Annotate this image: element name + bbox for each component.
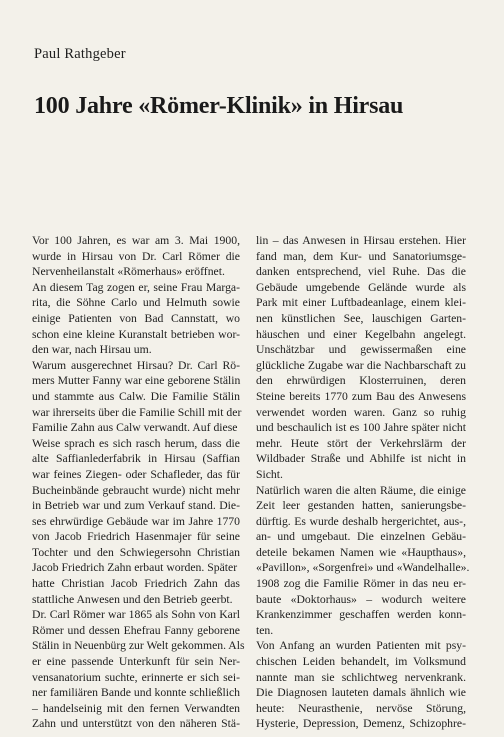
text-line: war feines Ziegen- oder Schafleder, das für <box>32 467 240 481</box>
text-line: Jacob Friedrich Zahn erbaut worden. Später <box>32 561 238 575</box>
text-line: wurde in Hirsau von Dr. Carl Römer die <box>32 249 240 263</box>
text-line: von Jacob Friedrich Hasenmajer für seine <box>32 530 240 544</box>
text-line: den ehrwürdigen Klosterruinen, deren <box>256 374 466 388</box>
text-line: Weise sprach es sich rasch herum, dass die <box>32 436 240 450</box>
text-line: Von Anfang an wurden Patienten mit psy- <box>256 639 466 653</box>
text-line: alte Saffianlederfabrik in Hirsau (Saffian <box>32 452 240 466</box>
text-line: nen künstlichen See, lauschigen Garten- <box>256 311 466 325</box>
text-line: 1908 zog die Familie Römer in das neu er- <box>256 577 466 591</box>
text-line: Gebäude umgebende Gelände wurde als <box>256 280 466 294</box>
author-name: Paul Rathgeber <box>34 46 126 62</box>
text-line: Vor 100 Jahren, es war am 3. Mai 1900, <box>32 234 240 247</box>
text-line: Bucheinbände gebraucht wurde) nicht mehr <box>32 483 240 497</box>
text-line: deteile bekamen Namen wie «Haupthaus», <box>256 545 466 559</box>
article-title: 100 Jahre «Römer-Klinik» in Hirsau <box>34 93 404 119</box>
text-line: nannte man sie schlichtweg nervenkrank. <box>256 670 466 684</box>
text-line: dürftig. Es wurde deshalb hergerichtet, aus-, <box>256 514 466 528</box>
text-line: an- und umgebaut. Die einzelnen Gebäu- <box>256 530 466 544</box>
text-line: «Pavillon», «Sorgenfrei» und «Wandelhalle». <box>256 561 470 575</box>
text-column-right <box>256 233 470 732</box>
text-line: Park mit einer Luftbadeanlage, einem klei- <box>256 296 466 310</box>
text-line: Dr. Carl Römer war 1865 als Sohn von Karl <box>32 608 240 622</box>
text-line: Stälin in Neuenbürg zur Welt gekommen. Als <box>32 639 245 653</box>
text-line: vensanatorium suchte, erinnerte er sich sei- <box>32 670 240 684</box>
text-line: Warum ausgerechnet Hirsau? Dr. Carl Rö- <box>32 358 240 372</box>
text-line: Unschätzbar und gewissermaßen eine <box>256 343 466 357</box>
text-line: er eine passende Unterkunft für sein Ner- <box>32 655 240 669</box>
text-line: Zeit leer gestanden hatten, sanierungsbe- <box>256 499 466 513</box>
text-line: mers Mutter Fanny war eine geborene Stälin <box>32 374 241 388</box>
text-line: hatte Christian Jacob Friedrich Zahn das <box>32 577 240 591</box>
text-line: ses ehrwürdige Gebäude war im Jahre 1770 <box>32 514 240 528</box>
text-line: verwendet worden waren. Ganz so ruhig <box>256 405 466 419</box>
text-line: lin – das Anwesen in Hirsau erstehen. Hier <box>256 234 466 247</box>
text-line: Die Diagnosen lauteten damals ähnlich wie <box>256 686 466 700</box>
text-line: häuschen und einer Kegelbahn angelegt. <box>256 327 466 341</box>
text-line: schon eine kleine Kuranstalt betrieben wor- <box>32 327 240 341</box>
text-line: Hysterie, Depression, Demenz, Schizophre- <box>256 717 466 731</box>
text-line: chischen Leiden behandelt, im Volksmund <box>256 655 466 669</box>
text-line: und beschaulich ist es 100 Jahre später nicht <box>256 421 466 435</box>
text-line: Natürlich waren die alten Räume, die einige <box>256 483 466 497</box>
text-line: An diesem Tag zogen er, seine Frau Marga- <box>32 280 240 294</box>
text-line: Krankenzimmer geschaffen werden konn- <box>256 608 466 622</box>
text-line: glückliche Zugabe war die Nachbarschaft zu <box>256 358 466 372</box>
text-line: mehr. Heute stört der Verkehrslärm der <box>256 436 466 450</box>
text-line: und stammte aus Calw. Die Familie Stälin <box>32 389 240 403</box>
text-line: – handelseinig mit den fernen Verwandten <box>32 701 240 715</box>
text-line: fand man, dem Kur- und Sanatoriumsge- <box>256 249 466 263</box>
text-line: ner familiären Bande und konnte schließlich <box>32 686 240 700</box>
text-line: Nervenheilanstalt «Römerhaus» eröffnet. <box>32 265 225 279</box>
text-line: in Betrieb war und zum Verkauf stand. Die- <box>32 499 240 513</box>
text-line: Zahn und unterstützt von den näheren Stä- <box>32 717 240 731</box>
text-line: Römer und dessen Ehefrau Fanny geborene <box>32 623 240 637</box>
text-line: Sicht. <box>256 467 283 481</box>
text-line: stattliche Anwesen und den Betrieb geerbt. <box>32 592 233 606</box>
text-line: Tochter und den Schwiegersohn Christian <box>32 545 240 559</box>
text-line: den war, nach Hirsau um. <box>32 343 152 357</box>
text-line: heute: Neurasthenie, nervöse Störung, <box>256 701 466 715</box>
text-line: einige Patienten von Bad Cannstatt, wo <box>32 311 240 325</box>
text-line: baute «Doktorhaus» – wodurch weitere <box>256 592 466 606</box>
text-line: Familie Zahn aus Calw verwandt. Auf diese <box>32 421 238 435</box>
text-line: danken entsprechend, viel Ruhe. Das die <box>256 265 466 279</box>
text-column-left <box>32 233 245 732</box>
text-line: Wildbader Straße und Abhilfe ist nicht in <box>256 452 466 466</box>
text-line: war ihrerseits über die Familie Schill mit der <box>32 405 242 419</box>
text-line: ten. <box>256 623 274 637</box>
text-line: rita, die Söhne Carlo und Helmuth sowie <box>32 296 240 310</box>
text-line: Steine bereits 1770 zum Bau des Anwesens <box>256 389 466 403</box>
